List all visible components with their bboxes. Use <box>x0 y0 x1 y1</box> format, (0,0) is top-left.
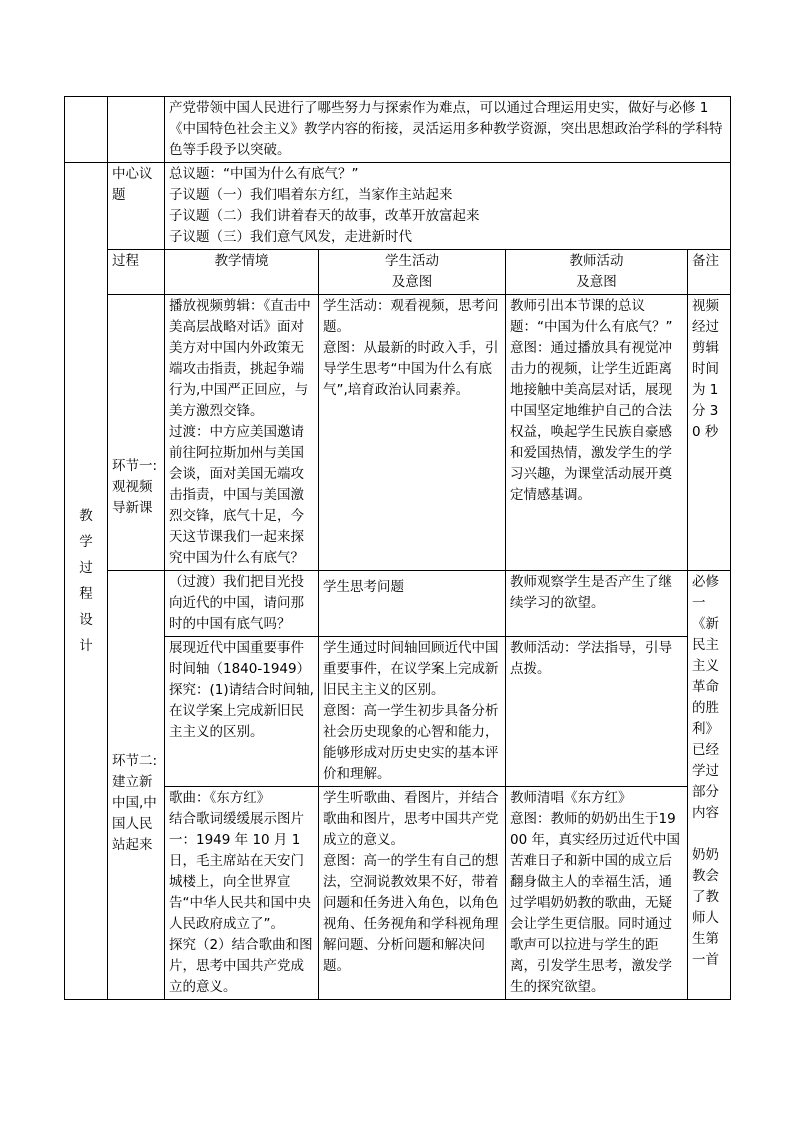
header-teacher: 教师活动 及意图 <box>506 250 688 295</box>
header-situation: 教学情境 <box>165 250 319 295</box>
central-topic-label: 中心议题 <box>108 163 165 250</box>
header-notes: 备注 <box>688 250 731 295</box>
link1-student: 学生活动：观看视频，思考问题。 意图：从最新的时政入手，引导学生思考“中国为什么有底气”,培育政治认同素养。 <box>319 295 506 571</box>
intro-blank-cell <box>108 97 165 163</box>
header-student: 学生活动 及意图 <box>319 250 506 295</box>
link2-row3-teacher: 教师清唱《东方红》 意图：教师的奶奶出生于1900 年，真实经历过近代中国苦难日子和新中国的成立后翻身做主人的幸福生活，通过学唱奶奶教的歌曲，无疑会让学生更信服。同时通过歌声可以拉进与学生的距离，引发学生思考，激发学生的探究欲望。 <box>506 787 688 1000</box>
intro-text: 产党带领中国人民进行了哪些努力与探索作为难点，可以通过合理运用史实，做好与必修 1《中国特色社会主义》教学内容的衔接，灵活运用多种教学资源，突出思想政治学科的学科特色等手段予以突破。 <box>165 97 731 163</box>
link1-label: 环节一:观视频导新课 <box>108 295 165 571</box>
link1-situation: 播放视频剪辑：《直击中美高层战略对话》面对美方对中国内外政策无端攻击指责，挑起争端行为,中国严正回应，与美方激烈交锋。 过渡：中方应美国邀请前往阿拉斯加州与美国会谈，面对美国无端攻击指责，中国与美国激烈交锋，底气十足，今天这节课我们一起来探究中国为什么有底气？ <box>165 295 319 571</box>
central-topic-line: 总议题：“中国为什么有底气？” <box>169 166 359 182</box>
link2-row2 <box>65 637 731 787</box>
link1-teacher: 教师引出本节课的总议题：“中国为什么有底气？” 意图：通过播放具有视觉冲击力的视频，让学生近距离地接触中美高层对话，展现中国坚定地维护自己的合法权益，唤起学生民族自豪感和爱国热情，激发学生的学习兴趣，为课堂活动展开奠定情感基调。 <box>506 295 688 571</box>
link2-notes: 必修一《新民主主义革命的胜利》已经学过部分内容 奶奶教会了教师人生第一首 <box>688 571 731 1000</box>
link2-row3 <box>65 787 731 1000</box>
section-label: 教 学 过 程 设 计 <box>79 508 93 654</box>
link1-row <box>65 295 731 571</box>
link2-row3-student: 学生听歌曲、看图片，并结合歌曲和图片，思考中国共产党成立的意义。 意图：高一的学生有自己的想法，空洞说教效果不好，带着问题和任务进入角色，以角色视角、任务视角和学科视角理解问题、分析问题和解决问题。 <box>319 787 506 1000</box>
lesson-plan-table <box>64 96 731 1000</box>
central-topic-line: 子议题（一）我们唱着东方红，当家作主站起来 <box>169 187 453 203</box>
central-topic-line: 子议题（三）我们意气风发，走进新时代 <box>169 229 412 245</box>
header-process: 过程 <box>108 250 165 295</box>
section-label-cell <box>65 163 108 1000</box>
link2-row2-teacher: 教师活动：学法指导，引导点拨。 <box>506 637 688 787</box>
link2-row2-situation: 展现近代中国重要事件时间轴（1840-1949） 探究：(1)请结合时间轴,在议学案上完成新旧民主主义的区别。 <box>165 637 319 787</box>
header-row <box>65 250 731 295</box>
link1-notes: 视频经过剪辑时间为 1 分 30 秒 <box>688 295 731 571</box>
link2-row1-teacher: 教师观察学生是否产生了继续学习的欲望。 <box>506 571 688 637</box>
central-topic-line: 子议题（二）我们讲着春天的故事，改革开放富起来 <box>169 208 480 224</box>
link2-row1-situation: （过渡）我们把目光投向近代的中国，请问那时的中国有底气吗？ <box>165 571 319 637</box>
intro-blank-cell <box>65 97 108 163</box>
link2-row1-student: 学生思考问题 <box>319 571 506 637</box>
central-topic-row <box>65 163 731 250</box>
central-topic-content <box>165 163 731 250</box>
intro-row <box>65 97 731 163</box>
link2-row1 <box>65 571 731 637</box>
link2-label: 环节二:建立新中国,中国人民站起来 <box>108 571 165 1000</box>
link2-row3-situation: 歌曲：《东方红》 结合歌词缓缓展示图片一：1949 年 10 月 1 日，毛主席站在天安门城楼上，向全世界宣告“中华人民共和国中央人民政府成立了”。 探究（2）结合歌曲和图片，思考中国共产党成立的意义。 <box>165 787 319 1000</box>
link2-row2-student: 学生通过时间轴回顾近代中国重要事件，在议学案上完成新旧民主主义的区别。 意图：高一学生初步具备分析社会历史现象的心智和能力，能够形成对历史史实的基本评价和理解。 <box>319 637 506 787</box>
